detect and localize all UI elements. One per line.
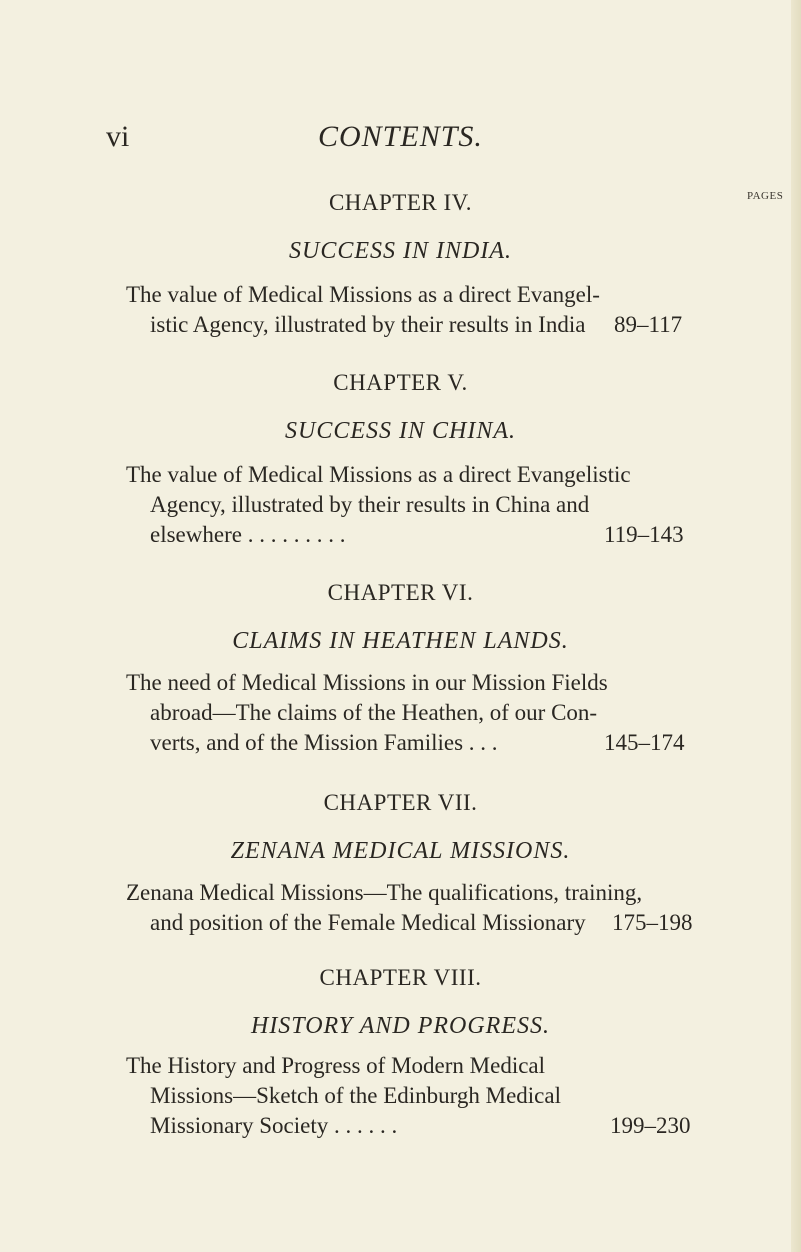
page-edge — [791, 0, 801, 1252]
summary-line: The need of Medical Missions in our Mission Fields — [126, 670, 608, 695]
running-head — [0, 120, 801, 160]
summary-line: Zenana Medical Missions—The qualifications, training, — [126, 880, 643, 905]
summary-line: verts, and of the Mission Families . . . — [150, 730, 498, 755]
chapter-number: CHAPTER VI. — [327, 580, 474, 605]
chapter-title: ZENANA MEDICAL MISSIONS. — [230, 838, 571, 864]
chapter-number: CHAPTER VIII. — [319, 965, 482, 990]
summary-line: Missions—Sketch of the Edinburgh Medical — [150, 1083, 561, 1108]
chapter-title: CLAIMS IN HEATHEN LANDS. — [232, 628, 569, 654]
chapter-number: CHAPTER IV. — [328, 190, 473, 215]
summary-line: and position of the Female Medical Missionary — [150, 910, 586, 935]
summary-line: The value of Medical Missions as a direct Evangel- — [126, 282, 600, 307]
page-range: 89–117 — [614, 312, 683, 337]
chapter-title: SUCCESS IN CHINA. — [284, 418, 516, 444]
pages-column-label: PAGES — [747, 190, 784, 202]
chapter-number: CHAPTER V. — [333, 370, 468, 395]
page-range: 175–198 — [612, 910, 693, 935]
page-number: vi — [106, 120, 130, 153]
page-range: 119–143 — [604, 522, 684, 547]
summary-line: elsewhere . . . . . . . . . — [150, 522, 346, 547]
chapter-title: SUCCESS IN INDIA. — [289, 238, 512, 264]
running-title: CONTENTS. — [318, 120, 483, 153]
summary-line: The History and Progress of Modern Medical — [126, 1053, 546, 1078]
page-range: 199–230 — [610, 1113, 691, 1138]
summary-line: abroad—The claims of the Heathen, of our Con- — [150, 700, 598, 725]
chapter-number: CHAPTER VII. — [323, 790, 478, 815]
summary-line: The value of Medical Missions as a direct Evangelistic — [126, 462, 631, 487]
page-range: 145–174 — [604, 730, 685, 755]
summary-line: istic Agency, illustrated by their results in India — [150, 312, 586, 337]
summary-line: Missionary Society . . . . . . — [150, 1113, 398, 1138]
chapter-title: HISTORY AND PROGRESS. — [250, 1013, 550, 1039]
summary-line: Agency, illustrated by their results in China and — [150, 492, 590, 517]
